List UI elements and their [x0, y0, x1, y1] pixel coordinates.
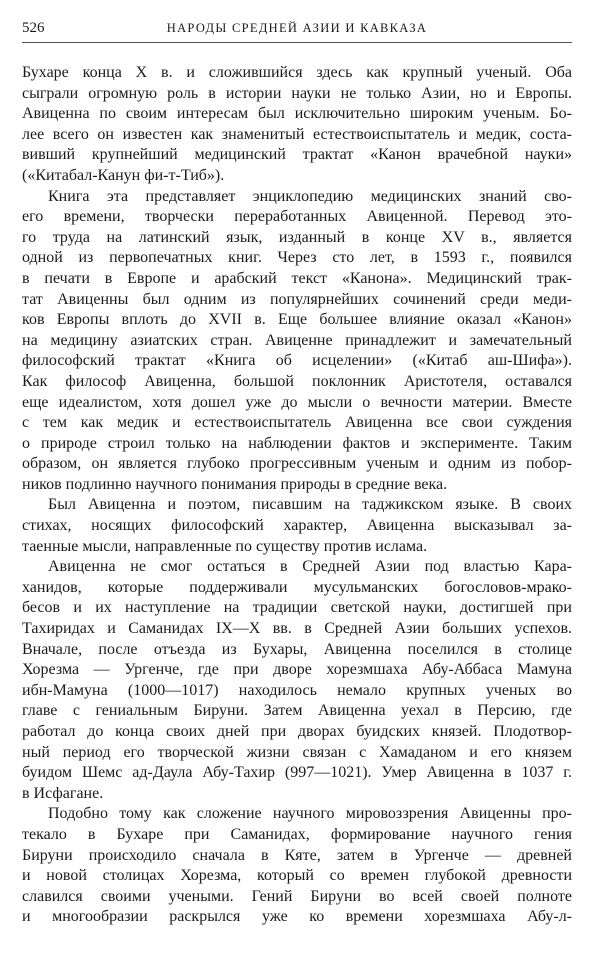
body-text — [22, 63, 572, 928]
text-line: в Исфагане. — [22, 784, 104, 802]
text-line: тат Авиценны был одним из популярнейших сочинений среди меди- — [22, 290, 572, 308]
text-line: Авиценна не смог остаться в Средней Азии под властью Кара- — [48, 558, 572, 576]
text-line: Книга эта представляет энциклопедию медицинских знаний сво- — [48, 187, 572, 205]
text-line: одной из первопечатных книг. Через сто лет, в 1593 г., появился — [22, 249, 572, 267]
page-number: 526 — [22, 20, 45, 36]
text-line: Хорезма — Ургенче, где при дворе хорезмшаха Абу-Аббаса Мамуна — [22, 661, 572, 679]
header-rule — [22, 42, 572, 43]
paragraph — [22, 495, 572, 557]
text-line: Тахиридах и Саманидах IX—X вв. в Средней Азии больших успехов. — [22, 620, 572, 638]
text-line: работал до конца своих дней при дворах буидских князей. Плодотвор- — [22, 723, 572, 740]
text-line: Как философ Авиценна, большой поклонник Аристотеля, оставался — [22, 372, 572, 390]
text-line: буидом Шемс ад-Даула Абу-Тахир (997—1021). Умер Авиценна в 1037 г. — [22, 764, 572, 782]
text-line: главе с гениальным Бируни. Затем Авиценна уехал в Персию, где — [22, 702, 572, 720]
text-line: ный период его творческой жизни связан с Хамаданом и его князем — [22, 743, 572, 761]
text-line: вивший крупнейший медицинский трактат «Канон врачебной науки» — [22, 146, 572, 164]
text-line: славился своими учеными. Гений Бируни во всей своей полноте — [22, 887, 572, 905]
text-line: образом, он является глубоко прогрессивным ученым и одним из побор- — [22, 455, 572, 473]
running-title: НАРОДЫ СРЕДНЕЙ АЗИИ И КАВКАЗА — [166, 21, 428, 35]
text-line: о природе строил только на наблюдении фактов и эксперименте. Таким — [22, 434, 572, 452]
text-line: лее всего он известен как знаменитый естествоиспытатель и медик, соста- — [22, 125, 572, 143]
paragraph — [22, 63, 572, 187]
text-line: и многообразии раскрылся уже ко времени хорезмшаха Абу-л- — [22, 908, 572, 926]
text-line: Подобно тому как сложение научного мировоззрения Авиценны про- — [48, 805, 572, 823]
text-line: бесов и их наступление на традиции светской науки, достигшей при — [22, 599, 572, 617]
text-line: ков Европы вплоть до XVII в. Еще большее влияние оказал «Канон» — [22, 311, 572, 329]
text-line: Бухаре конца X в. и сложившийся здесь как крупный ученый. Оба — [22, 64, 572, 81]
paragraph — [22, 804, 572, 928]
text-line: и новой столицах Хорезма, который со времен глубокой древности — [22, 867, 572, 885]
text-line: ников подлинно научного понимания природы в средние века. — [22, 475, 448, 493]
text-line: ибн-Мамуна (1000—1017) находилось немало крупных ученых во — [22, 681, 572, 699]
text-line: с тем как медик и естествоиспытатель Авиценна все свои суждения — [22, 414, 572, 432]
text-line: на медицину азиатских стран. Авиценне принадлежит и замечательный — [22, 331, 572, 349]
text-line: текало в Бухаре при Саманидах, формирование научного гения — [22, 825, 572, 843]
text-line: («Китабал-Канун фи-т-Тиб»). — [22, 166, 225, 184]
text-line: таенные мысли, направленные по существу против ислама. — [22, 537, 428, 555]
text-line: го труда на латинский язык, изданный в конце XV в., является — [22, 228, 572, 246]
text-line: еще идеалистом, хотя дошел уже до мысли о вечности материи. Вместе — [22, 393, 572, 411]
text-line: ханидов, которые поддерживали мусульманских богословов-мрако- — [22, 578, 572, 596]
text-line: Вначале, после отъезда из Бухары, Авиценна поселился в столице — [22, 640, 572, 658]
text-line: Был Авиценна и поэтом, писавшим на таджикском языке. В своих — [48, 496, 572, 514]
paragraph — [22, 187, 572, 496]
text-line: стихах, носящих философский характер, Авиценна высказывал за- — [22, 517, 572, 535]
text-line: в печати в Европе и арабский текст «Канона». Медицинский трак- — [22, 269, 572, 287]
text-line: Авиценна по своим интересам был исключительно широким ученым. Бо- — [22, 105, 572, 123]
text-line: философский трактат «Книга об исцелении» («Китаб аш-Шифа»). — [22, 352, 572, 370]
paragraph — [22, 557, 572, 804]
text-line: сыграли огромную роль в истории науки не только Азии, но и Европы. — [22, 84, 572, 102]
page-header — [22, 18, 572, 42]
text-line: Бируни происходило сначала в Кяте, затем в Ургенче — древней — [22, 846, 572, 864]
text-line: его времени, творчески переработанных Авиценной. Перевод это- — [22, 208, 572, 226]
